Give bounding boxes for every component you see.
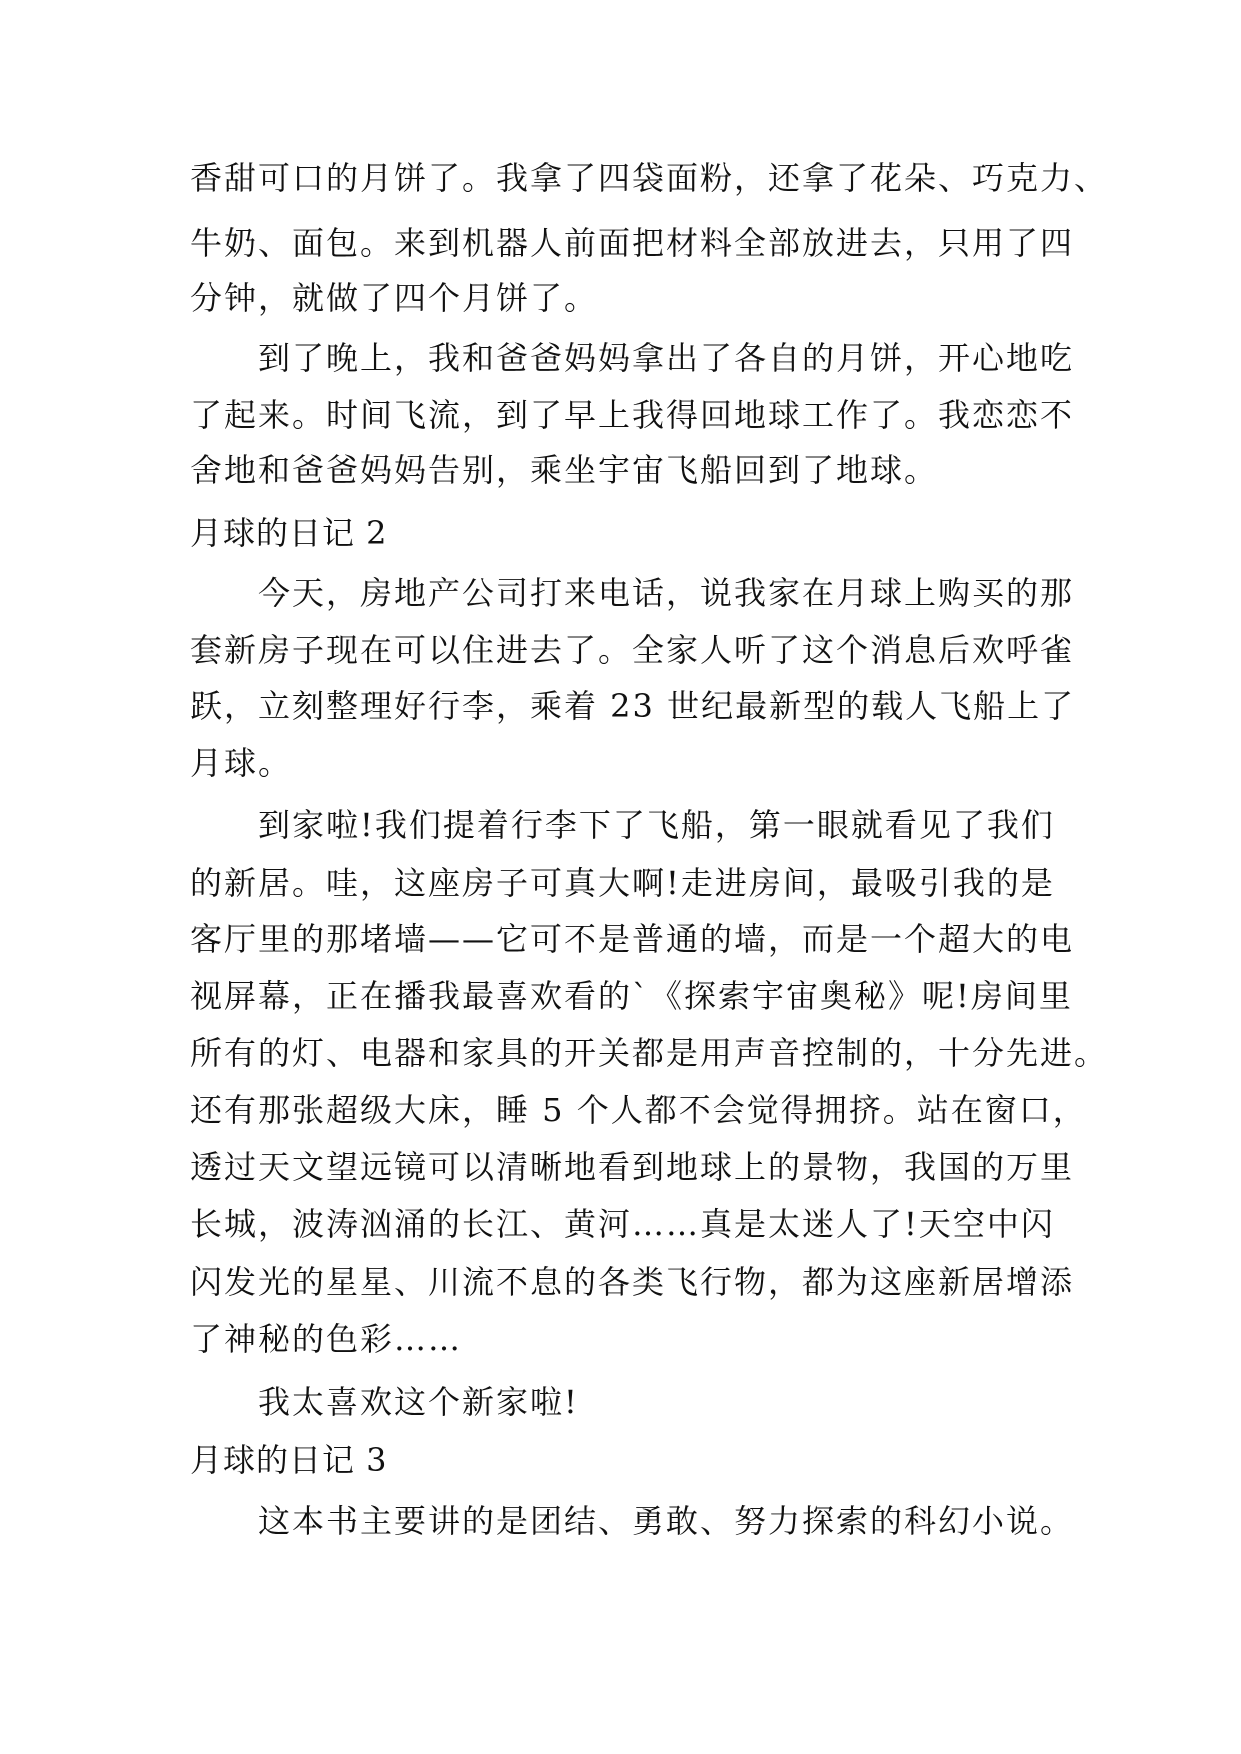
- text-line: 了神秘的色彩……: [190, 1320, 463, 1358]
- text-line: 的新居。哇，这座房子可真大啊!走进房间，最吸引我的是: [190, 864, 1055, 902]
- text-line: 闪发光的星星、川流不息的各类飞行物，都为这座新居增添: [190, 1263, 1075, 1301]
- text-line: 透过天文望远镜可以清晰地看到地球上的景物，我国的万里: [190, 1148, 1075, 1186]
- text-line: 跃，立刻整理好行李，乘着 23 世纪最新型的载人飞船上了: [190, 687, 1076, 725]
- text-line: 客厅里的那堵墙——它可不是普通的墙，而是一个超大的电: [190, 920, 1075, 958]
- paragraph-first-line: 到了晚上，我和爸爸妈妈拿出了各自的月饼，开心地吃: [258, 339, 1075, 377]
- text-line: 牛奶、面包。来到机器人前面把材料全部放进去，只用了四: [190, 224, 1075, 262]
- text-line: 了起来。时间飞流，到了早上我得回地球工作了。我恋恋不: [190, 396, 1075, 434]
- text-line: 分钟，就做了四个月饼了。: [190, 279, 599, 317]
- paragraph-first-line: 到家啦!我们提着行李下了飞船，第一眼就看见了我们: [258, 806, 1055, 844]
- text-line: 长城，波涛汹涌的长江、黄河……真是太迷人了!天空中闪: [190, 1205, 1055, 1243]
- text-line: 还有那张超级大床，睡 5 个人都不会觉得拥挤。站在窗口，: [190, 1091, 1087, 1129]
- text-line: 所有的灯、电器和家具的开关都是用声音控制的，十分先进。: [190, 1034, 1109, 1072]
- text-line: 套新房子现在可以住进去了。全家人听了这个消息后欢呼雀: [190, 631, 1075, 669]
- paragraph-first-line: 今天，房地产公司打来电话，说我家在月球上购买的那: [258, 574, 1075, 612]
- text-line: 舍地和爸爸妈妈告别，乘坐宇宙飞船回到了地球。: [190, 451, 939, 489]
- section-heading: 月球的日记 2: [190, 514, 388, 552]
- paragraph-first-line: 我太喜欢这个新家啦!: [258, 1383, 579, 1421]
- text-line: 视屏幕，正在播我最喜欢看的`《探索宇宙奥秘》呢!房间里: [190, 977, 1073, 1015]
- text-line: 月球。: [190, 744, 293, 782]
- text-line: 香甜可口的月饼了。我拿了四袋面粉，还拿了花朵、巧克力、: [190, 159, 1109, 197]
- paragraph-first-line: 这本书主要讲的是团结、勇敢、努力探索的科幻小说。: [258, 1502, 1075, 1540]
- section-heading: 月球的日记 3: [190, 1441, 388, 1479]
